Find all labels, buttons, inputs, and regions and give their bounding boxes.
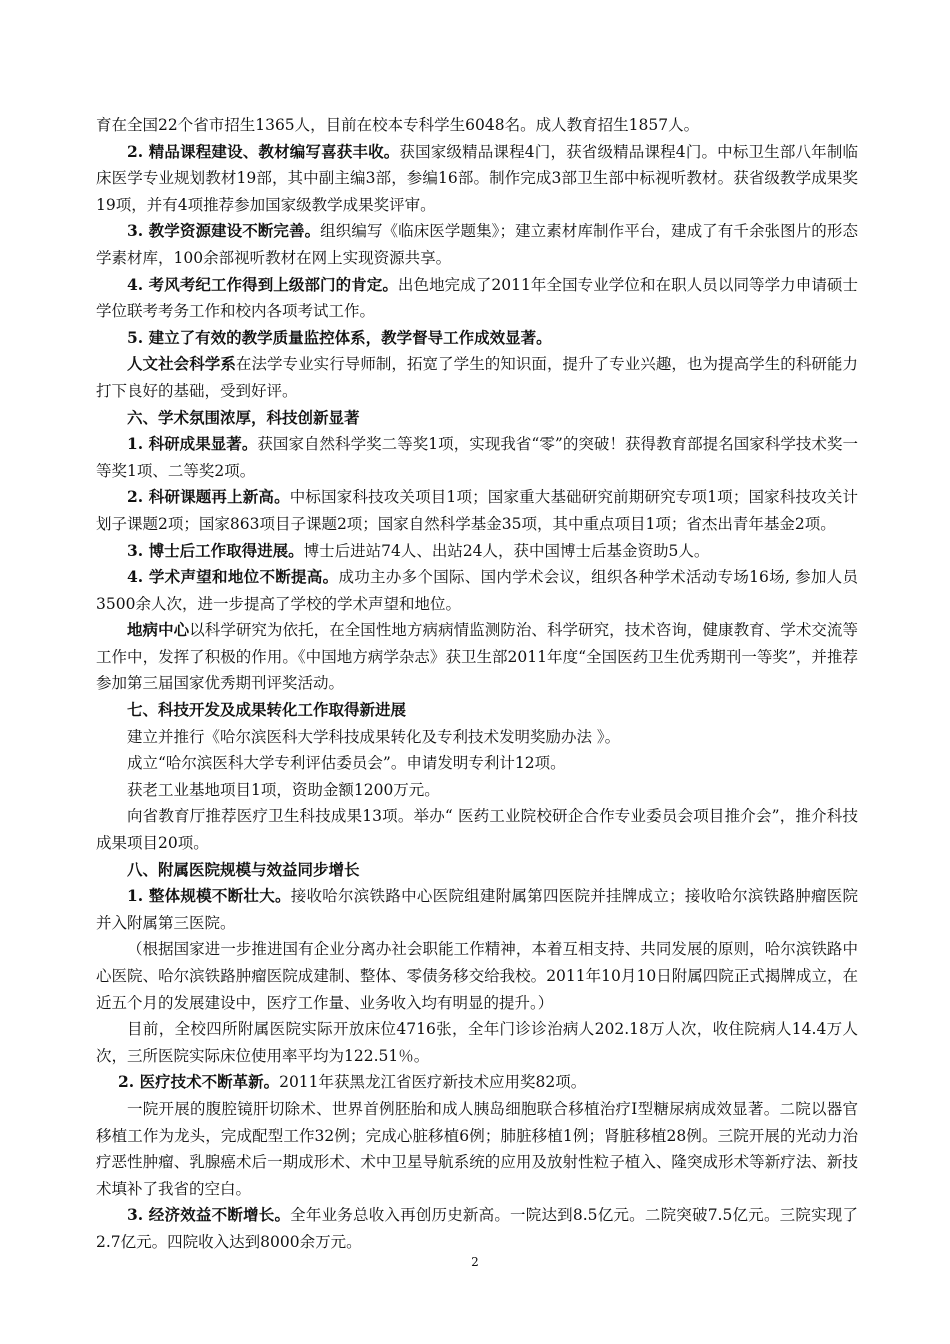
paragraph-heading: 3. 经济效益不断增长。: [127, 1205, 291, 1225]
paragraph-15: 成立“哈尔滨医科大学专利评估委员会”。申请发明专利计12项。: [127, 754, 566, 773]
paragraph-11: 4. 学术声望和地位不断提高。成功主办多个国际、国内学术会议，组织各种学术活动专场16场, 参加人员3500余人次，进一步提高了学校的学术声望和地位。: [96, 567, 858, 613]
paragraph-heading: 2. 精品课程建设、教材编写喜获丰收。: [127, 141, 400, 161]
paragraph-heading: 地病中心: [127, 620, 190, 640]
paragraph-22: 2. 医疗技术不断革新。2011年获黑龙江省医疗新技术应用奖82项。: [118, 1072, 587, 1092]
paragraph-5: [96, 325, 858, 352]
paragraph-heading: 3. 教学资源建设不断完善。: [127, 221, 321, 241]
paragraph-16: 获老工业基地项目1项，资助金额1200万元。: [127, 780, 440, 799]
section-heading-7: 七、科技开发及成果转化工作取得新进展: [127, 700, 407, 720]
paragraph-heading: 1. 整体规模不断壮大。: [127, 886, 291, 906]
paragraph-10: 3. 博士后工作取得进展。博士后进站74人、出站24人，获中国博士后基金资助5人。: [127, 540, 710, 560]
paragraph-heading: 5. 建立了有效的教学质量监控体系，教学督导工作成效显著。: [127, 327, 552, 347]
paragraph-heading: 2. 医疗技术不断革新。: [118, 1072, 280, 1092]
paragraph-14: 建立并推行《哈尔滨医科大学科技成果转化及专利技术发明奖励办法 》。: [127, 727, 621, 746]
paragraph-1: 育在全国22个省市招生1365人，目前在校本专科学生6048名。成人教育招生1857人。: [96, 116, 700, 134]
paragraph-6: 人文社会科学系在法学专业实行导师制，拓宽了学生的知识面，提升了专业兴趣，也为提高学生的科研能力打下良好的基础，受到好评。: [96, 354, 858, 400]
paragraph-17: 向省教育厅推荐医疗卫生科技成果13项。举办“ 医药工业院校研企合作专业委员会项目推介会”，推介科技成果项目20项。: [96, 807, 858, 853]
paragraph-21: 目前，全校四所附属医院实际开放床位4716张，全年门诊诊治病人202.18万人次，收住院病人14.4万人次，三所医院实际床位使用率平均为122.51％。: [96, 1020, 858, 1065]
paragraph-2: 2. 精品课程建设、教材编写喜获丰收。获国家级精品课程4门，获省级精品课程4门。中标卫生部八年制临床医学专业规划教材19部，其中副主编3部，参编16部。制作完成3部卫生部中标视听教材。获省级教学成果奖19项，并有4项推荐参加国家级教学成果奖评审。: [96, 141, 858, 214]
paragraph-9: 2. 科研课题再上新高。中标国家科技攻关项目1项；国家重大基础研究前期研究专项1项；国家科技攻关计划子课题2项；国家863项目子课题2项；国家自然科学基金35项，其中重点项目1项；省杰出青年基金2项。: [96, 487, 858, 533]
section-heading-8: 八、附属医院规模与效益同步增长: [127, 859, 360, 879]
paragraph-19: 1. 整体规模不断壮大。接收哈尔滨铁路中心医院组建附属第四医院并挂牌成立；接收哈尔滨铁路肿瘤医院并入附属第三医院。: [96, 886, 858, 932]
paragraph-8: 1. 科研成果显著。获国家自然科学奖二等奖1项，实现我省“零”的突破！获得教育部提名国家科学技术奖一等奖1项、二等奖2项。: [96, 434, 859, 480]
section-heading-6: 六、学术氛围浓厚，科技创新显著: [127, 407, 360, 427]
paragraph-24: 3. 经济效益不断增长。全年业务总收入再创历史新高。一院达到8.5亿元。二院突破7.5亿元。三院实现了2.7亿元。四院收入达到8000余万元。: [96, 1205, 858, 1251]
page-number: 2: [471, 1255, 479, 1269]
paragraph-heading: 2. 科研课题再上新高。: [127, 487, 290, 507]
body-text: [96, 112, 858, 1256]
paragraph-heading: 4. 考风考纪工作得到上级部门的肯定。: [127, 274, 398, 294]
paragraph-heading: 4. 学术声望和地位不断提高。: [127, 567, 339, 587]
paragraph-heading: 人文社会科学系: [127, 354, 236, 374]
paragraph-20: （根据国家进一步推进国有企业分离办社会职能工作精神，本着互相支持、共同发展的原则，哈尔滨铁路中心医院、哈尔滨铁路肿瘤医院成建制、整体、零债务移交给我校。2011年10月10日附属四院正式揭牌成立，在近五个月的发展建设中，医疗工作量、业务收入均有明显的提升。）: [96, 940, 858, 1012]
paragraph-3: 3. 教学资源建设不断完善。组织编写《临床医学题集》；建立素材库制作平台，建成了有千余张图片的形态学素材库，100余部视听教材在网上实现资源共享。: [96, 221, 858, 267]
paragraph-heading: 3. 博士后工作取得进展。: [127, 540, 304, 560]
paragraph-23: 一院开展的腹腔镜肝切除术、世界首例胚胎和成人胰岛细胞联合移植治疗Ⅰ型糖尿病成效显著。二院以器官移植工作为龙头，完成配型工作32例；完成心脏移植6例；肺脏移植1例；肾脏移植28例。三院开展的光动力治疗恶性肿瘤、乳腺癌术后一期成形术、术中卫星导航系统的应用及放射性粒子植入、隆突成形术等新疗法、新技术填补了我省的空白。: [96, 1099, 858, 1198]
paragraph-4: 4. 考风考纪工作得到上级部门的肯定。出色地完成了2011年全国专业学位和在职人员以同等学力申请硕士学位联考考务工作和校内各项考试工作。: [96, 274, 858, 321]
paragraph-heading: 1. 科研成果显著。: [127, 434, 258, 454]
paragraph-12: 地病中心以科学研究为依托，在全国性地方病病情监测防治、科学研究，技术咨询，健康教育、学术交流等工作中，发挥了积极的作用。《中国地方病学杂志》获卫生部2011年度“全国医药卫生优秀期刊一等奖”，并推荐参加第三届国家优秀期刊评奖活动。: [96, 620, 858, 693]
